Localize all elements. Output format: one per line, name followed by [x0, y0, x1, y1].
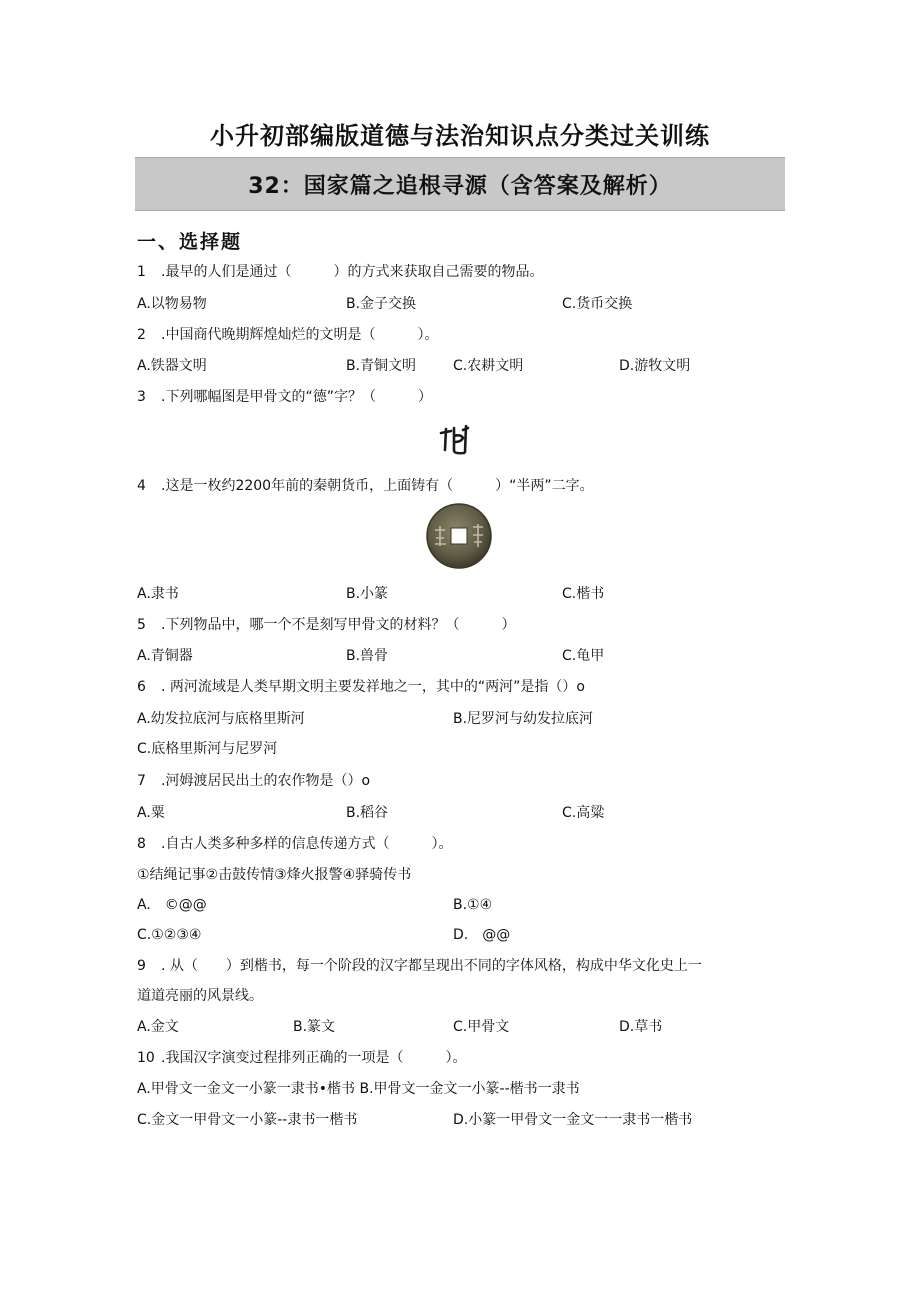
option-6c: C.底格里斯河与尼罗河	[137, 741, 278, 757]
question-9	[137, 956, 702, 976]
question-number: 5	[137, 617, 146, 633]
question-8-note: ①结绳记事②击鼓传情③烽火报警④驿骑传书	[137, 867, 412, 883]
document-subtitle: 32：国家篇之追根寻源（含答案及解析）	[248, 173, 672, 199]
question-text: .我国汉字演变过程排列正确的一项是（ ）。	[161, 1050, 467, 1066]
question-text: .自古人类多种多样的信息传递方式（ ）。	[161, 836, 453, 852]
question-number: 7	[137, 773, 146, 789]
question-6	[137, 677, 585, 697]
option-6b: B.尼罗河与幼发拉底河	[453, 711, 594, 727]
option-4c: C.楷书	[562, 586, 605, 602]
option-9b: B.篆文	[293, 1019, 336, 1035]
question-text: .下列哪幅图是甲骨文的“德”字？（ ）	[161, 389, 432, 405]
question-4	[137, 476, 594, 496]
oracle-bone-character-image	[438, 420, 478, 460]
question-10	[137, 1048, 466, 1068]
option-9a: A.金文	[137, 1019, 179, 1035]
option-2d: D.游牧文明	[619, 358, 691, 374]
option-10d: D.小篆一甲骨文一金文一一隶书一楷书	[453, 1112, 693, 1128]
section-heading: 一、选择题	[137, 231, 243, 253]
option-7c: C.高粱	[562, 805, 605, 821]
question-number: 6	[137, 679, 146, 695]
question-text: .中国商代晚期辉煌灿烂的文明是（ ）。	[161, 327, 439, 343]
question-text: .最早的人们是通过（ ）的方式来获取自己需要的物品。	[161, 264, 544, 280]
question-number: 10	[137, 1050, 155, 1066]
option-1c: C.货币交换	[562, 296, 633, 312]
question-number: 3	[137, 389, 146, 405]
option-8b: B.①④	[453, 897, 493, 913]
question-text: . 从（ ）到楷书，每一个阶段的汉字都呈现出不同的字体风格，构成中华文化史上一	[161, 958, 702, 974]
option-9d: D.草书	[619, 1019, 663, 1035]
option-10ab: A.甲骨文一金文一小篆一隶书•楷书 B.甲骨文一金文一小篆--楷书一隶书	[137, 1081, 580, 1097]
document-title: 小升初部编版道德与法治知识点分类过关训练	[210, 122, 710, 150]
question-5	[137, 615, 515, 635]
option-5b: B.兽骨	[346, 648, 389, 664]
option-8a: A. ©@@	[137, 897, 207, 913]
question-number: 4	[137, 478, 146, 494]
option-2b: B.青铜文明	[346, 358, 417, 374]
option-8d: D. @@	[453, 927, 511, 943]
question-1	[137, 262, 543, 282]
question-number: 8	[137, 836, 146, 852]
question-2	[137, 325, 438, 345]
ancient-coin-image	[425, 502, 493, 570]
subtitle-banner	[135, 157, 785, 211]
question-text: .下列物品中，哪一个不是刻写甲骨文的材料？（ ）	[161, 617, 516, 633]
option-1a: A.以物易物	[137, 296, 207, 312]
option-5c: C.龟甲	[562, 648, 605, 664]
question-9-continuation: 道道亮丽的风景线。	[137, 988, 263, 1004]
question-text: .河姆渡居民出土的农作物是（）o	[161, 773, 371, 789]
option-4b: B.小篆	[346, 586, 389, 602]
question-number: 2	[137, 327, 146, 343]
option-9c: C.甲骨文	[453, 1019, 510, 1035]
option-4a: A.隶书	[137, 586, 179, 602]
option-7a: A.粟	[137, 805, 165, 821]
option-8c: C.①②③④	[137, 927, 202, 943]
question-number: 1	[137, 264, 146, 280]
question-8	[137, 834, 452, 854]
option-2c: C.农耕文明	[453, 358, 524, 374]
question-text: . 两河流域是人类早期文明主要发祥地之一，其中的“两河”是指（）o	[161, 679, 585, 695]
option-5a: A.青铜器	[137, 648, 193, 664]
question-text: .这是一枚约2200年前的秦朝货币，上面铸有（ ）“半两”二字。	[161, 478, 594, 494]
question-7	[137, 771, 370, 791]
option-2a: A.铁器文明	[137, 358, 207, 374]
question-number: 9	[137, 958, 146, 974]
option-10c: C.金文一甲骨文一小篆--隶书一楷书	[137, 1112, 358, 1128]
question-3	[137, 387, 432, 407]
option-6a: A.幼发拉底河与底格里斯河	[137, 711, 305, 727]
option-1b: B.金子交换	[346, 296, 417, 312]
option-7b: B.稻谷	[346, 805, 389, 821]
